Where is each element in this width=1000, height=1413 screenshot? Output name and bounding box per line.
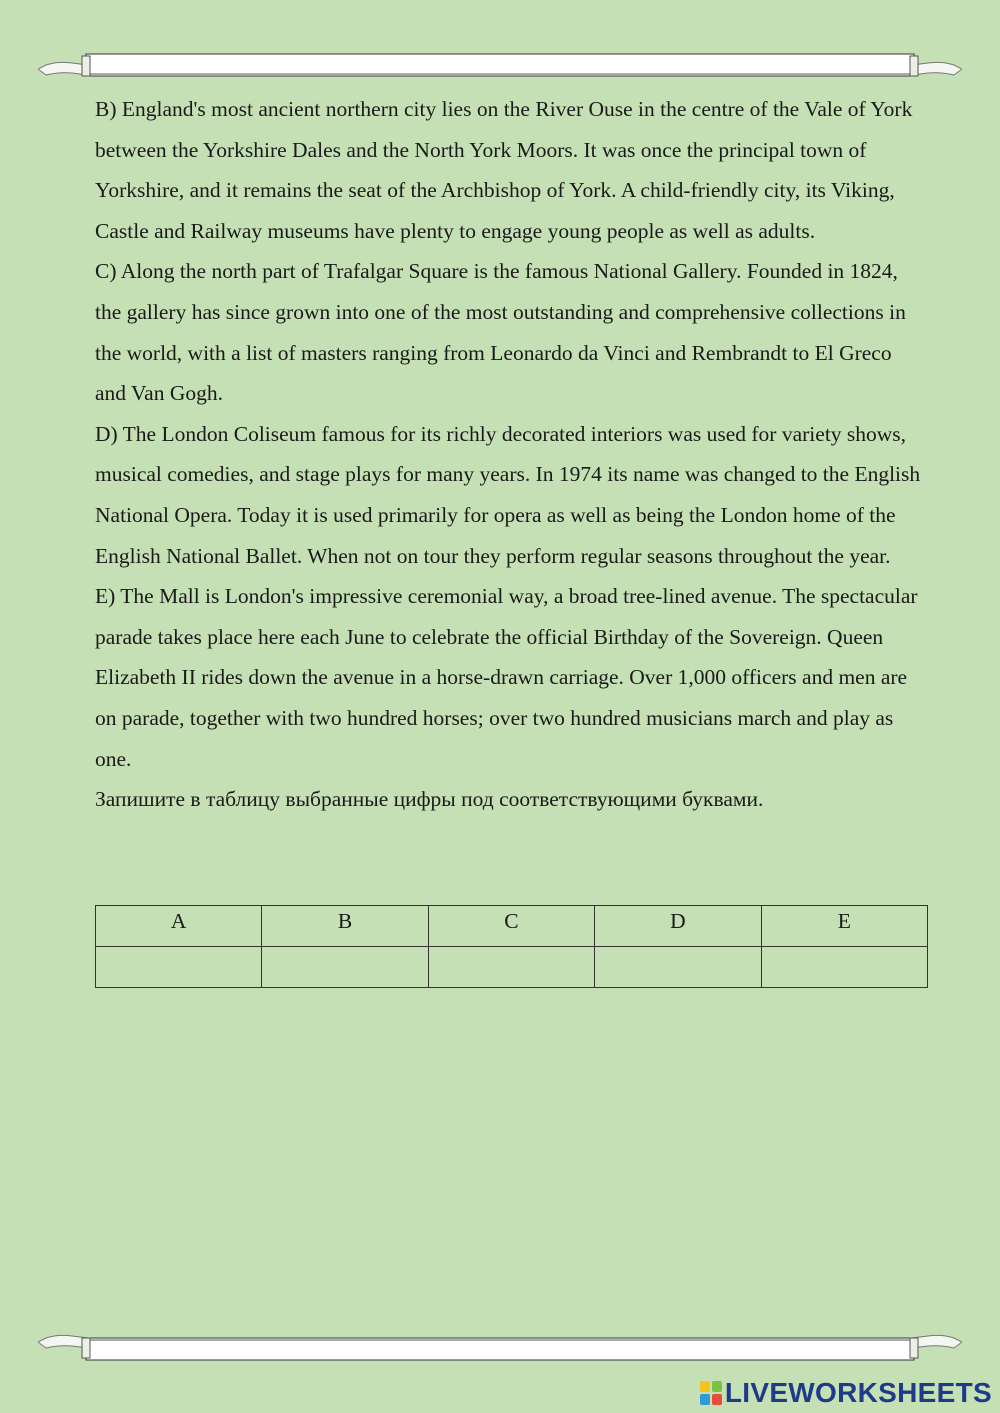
answer-cell-a[interactable] <box>96 947 262 988</box>
liveworksheets-logo-icon <box>699 1380 723 1406</box>
answer-cell-d[interactable] <box>595 947 761 988</box>
answer-table <box>95 905 928 988</box>
liveworksheets-brand[interactable] <box>699 1378 992 1408</box>
column-header-b: B <box>262 906 428 947</box>
column-header-a: A <box>96 906 262 947</box>
brand-text: LIVEWORKSHEETS <box>724 1377 992 1408</box>
paragraph-c: C) Along the north part of Trafalgar Square is the famous National Gallery. Founded in 1824, the gallery has since grown into one of the most outstanding and comprehensive collections in the world, with a list of masters ranging from Leonardo da Vinci and Rembrandt to El Greco and Van Gogh. <box>95 259 906 406</box>
reading-text <box>95 89 925 820</box>
column-header-e: E <box>761 906 927 947</box>
paragraph-b: B) England's most ancient northern city lies on the River Ouse in the centre of the Vale of York between the Yorkshire Dales and the North York Moors. It was once the principal town of Yorkshire, and it remains the seat of the Archbishop of York. A child-friendly city, its Viking, Castle and Railway museums have plenty to engage young people as well as adults. <box>95 97 913 243</box>
top-scroll-banner <box>38 50 962 84</box>
paragraph-d: D) The London Coliseum famous for its richly decorated interiors was used for variety shows, musical comedies, and stage plays for many years. In 1974 its name was changed to the English National Opera. Today it is used primarily for opera as well as being the London home of the English National Ballet. When not on tour they perform regular seasons throughout the year. <box>95 421 921 568</box>
answer-cell-e[interactable] <box>761 947 927 988</box>
column-header-c: C <box>428 906 594 947</box>
instruction-text: Запишите в таблицу выбранные цифры под соответствующими буквами. <box>95 787 764 812</box>
table-header-row <box>96 906 928 947</box>
paragraph-e: E) The Mall is London's impressive ceremonial way, a broad tree-lined avenue. The spectacular parade takes place here each June to celebrate the official Birthday of the Sovereign. Queen Elizabeth II rides down the avenue in a horse-drawn carriage. Over 1,000 officers and men are on parade, together with two hundred horses; over two hundred musicians march and play as one. <box>95 584 918 771</box>
table-answer-row <box>96 947 928 988</box>
column-header-d: D <box>595 906 761 947</box>
answer-cell-c[interactable] <box>428 947 594 988</box>
bottom-scroll-banner <box>38 1330 962 1364</box>
answer-cell-b[interactable] <box>262 947 428 988</box>
